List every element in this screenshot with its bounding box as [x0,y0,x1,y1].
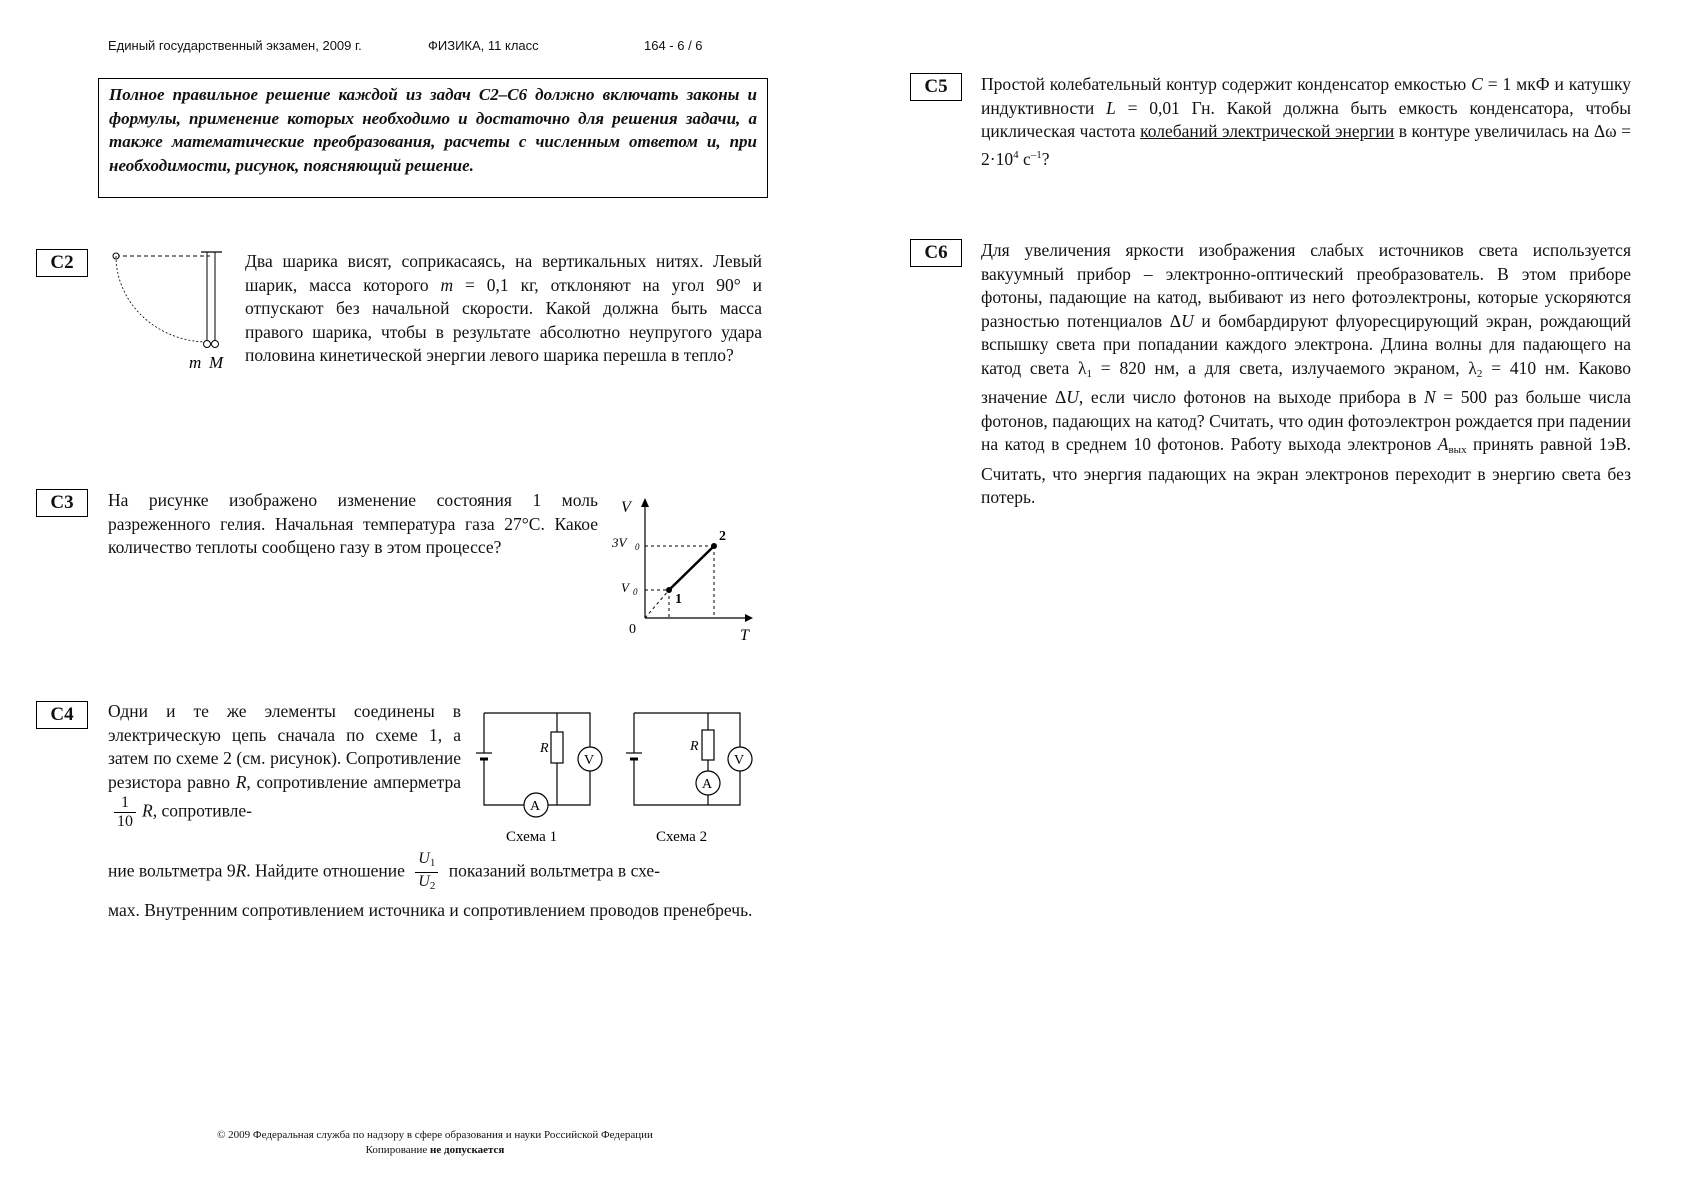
voltmeter-2-label: V [734,753,745,768]
task-label-c3: С3 [36,489,88,517]
resistor-1-label: R [540,741,549,756]
ball-m [204,341,211,348]
tick-3v0-sub: 0 [635,542,640,552]
task-text-c3: На рисунке изображено изменение состояния 1 моль разреженного гелия. Начальная температура газа 27°С. Какое количество теплоты сообщено газу в этом процессе? [108,490,598,557]
t-axis-arrow-icon [745,614,753,622]
scheme-1 [476,713,602,845]
task-label-c2: С2 [36,249,88,277]
footer [170,1128,700,1158]
task-text-c4-part2: ние вольтметра 9R. Найдите отношение $\frac{U_1}{U_2}$ показаний вольтметра в схе- мах. Внутренним сопротивлением источника и сопротивлением проводов пренебречь. [108,850,753,920]
v-axis-arrow-icon [641,498,649,507]
tick-v0: V [621,580,629,595]
origin-label: 0 [629,622,636,637]
state-point-1 [666,587,672,593]
pendulum-figure [105,248,240,372]
scheme2-wire [634,713,740,805]
task-label-c5: С5 [910,73,962,101]
state-point-2 [711,543,717,549]
scheme-1-caption: Схема 1 [506,829,558,845]
fraction-u1-u2: $\frac{U_1}{U_2}$ [415,850,438,895]
instructions-box: Полное правильное решение каждой из задач С2–С6 должно включать законы и формулы, применение которых необходимо и достаточно для решения задачи, а также математические преобразования, расчеты с численным ответом и, при необходимости, рисунок, поясняющий решение. [98,78,768,198]
v-axis-label: V [621,499,631,516]
task-text-c4-part1: Одни и те же элементы соединены в электрическую цепь сначала по схеме 1, а затем по схеме 2 (см. рисунок). Сопротивление резистора равно R, сопротивление амперметра $\frac{1}{10}$ R, сопротивле- [108,701,461,830]
extrapolation-line [645,590,669,618]
footer-copy-notice: Копирование не допускается [365,1144,505,1156]
vt-graph [605,495,755,645]
point2-label: 2 [719,529,726,544]
resistor-2-label: R [690,739,699,754]
scheme-2-caption: Схема 2 [656,829,708,845]
footer-copyright: © 2009 Федеральная служба по надзору в сфере образования и науки Российской Федерации [217,1129,653,1141]
label-m: m [189,353,202,372]
t-axis-label: T [740,627,749,644]
label-M: M [209,353,224,372]
scheme1-wire [484,713,590,805]
header-subject: ФИЗИКА, 11 класс [428,38,539,53]
task-text-c5: Простой колебательный контур содержит конденсатор емкостью C = 1 мкФ и катушку индуктивности L = 0,01 Гн. Какой должна быть емкость конденсатора, чтобы циклическая частота колебаний электрической энергии в контуре увеличилась на $\Delta\omega = 2\cdot 10^4$ $с^{-1}$? [981,74,1631,169]
header-page: 164 - 6 / 6 [644,38,703,53]
task-text-c2: Два шарика висят, соприкасаясь, на вертикальных нитях. Левый шарик, масса которого m = 0,1 кг, отклоняют на угол 90° и отпускают без начальной скорости. Какой должна быть масса правого шарика, чтобы в результате абсолютно неупругого удара половина кинетической энергии левого шарика перешла в тепло? [245,251,762,365]
task-label-c6: С6 [910,239,962,267]
fraction-1-10: $\frac{1}{10}$ [114,794,136,831]
resistor-1 [551,732,563,763]
header-exam: Единый государственный экзамен, 2009 г. [108,38,362,53]
scheme-2 [626,713,752,845]
task-label-c4: С4 [36,701,88,729]
swing-arc [116,256,207,342]
resistor-2 [702,730,714,760]
point1-label: 1 [675,592,682,607]
tick-v0-sub: 0 [633,587,638,597]
ammeter-2-label: A [702,777,713,792]
process-line [669,546,714,590]
circuit-schemes [472,705,762,845]
tick-3v0: 3V [612,535,627,550]
task-text-c6: Для увеличения яркости изображения слабых источников света используется вакуумный прибор – электронно-оптический преобразователь. В этом приборе фотоны, падающие на катод, выбивают из него фотоэлектроны, которые ускоряются разностью потенциалов ΔU и бомбардируют флуоресцирующий экран, рождающий вспышку света при попадании каждого электрона. Длина волны для падающего на катод света $\lambda_1 = 820$ нм, а для света, излучаемого экраном, $\lambda_2 = 410$ нм. Каково значение ΔU, если число фотонов на выходе прибора в N = 500 раз больше числа фотонов, падающих на катод? Считать, что один фотоэлектрон рождается при падении на катод в среднем 10 фотонов. Работу выхода электронов $A_{вых}$ принять равной 1эВ. Считать, что энергия падающих на экран электронов переходит в энергию света без потерь. [981,240,1632,507]
ball-M [212,341,219,348]
voltmeter-1-label: V [584,753,595,768]
ammeter-1-label: A [530,799,541,814]
